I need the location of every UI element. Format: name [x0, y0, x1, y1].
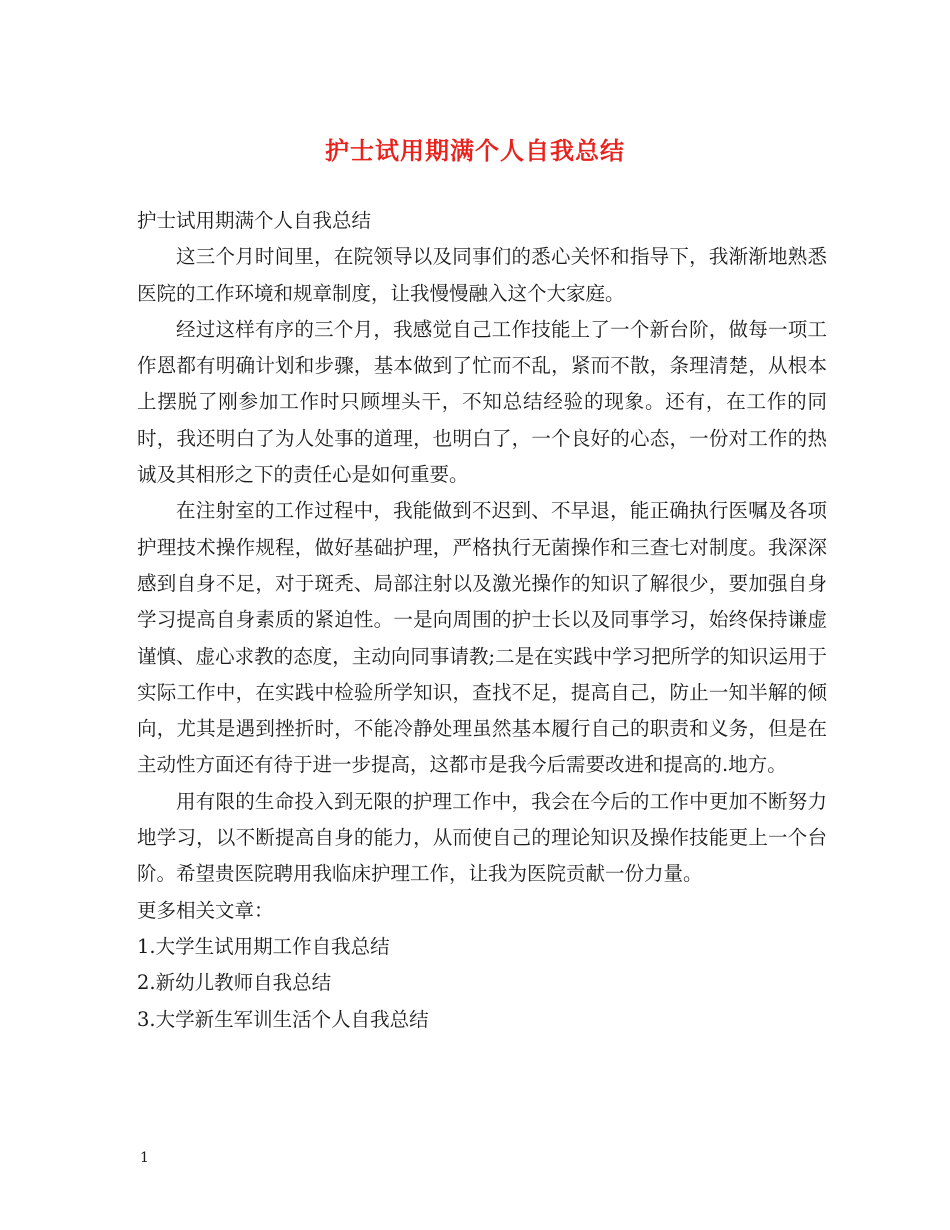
paragraph-2: 经过这样有序的三个月，我感觉自己工作技能上了一个新台阶，做每一项工作恩都有明确计划和步骤，基本做到了忙而不乱，紧而不散，条理清楚，从根本上摆脱了刚参加工作时只顾埋头干，不知总结经验的现象。还有，在工作的同时，我还明白了为人处事的道理，也明白了，一个良好的心态，一份对工作的热诚及其相形之下的责任心是如何重要。 — [137, 317, 827, 487]
related-article-link[interactable]: 1.大学生试用期工作自我总结 — [137, 934, 390, 958]
paragraph-4: 用有限的生命投入到无限的护理工作中，我会在今后的工作中更加不断努力地学习，以不断提高自身的能力，从而使自己的理论知识及操作技能更上一个台阶。希望贵医院聘用我临床护理工作，让我为医院贡献一份力量。 — [137, 789, 827, 886]
page-number: 1 — [140, 1150, 149, 1166]
related-heading: 更多相关文章： — [137, 898, 274, 922]
document-title: 护士试用期满个人自我总结 — [325, 136, 625, 165]
paragraph-1: 这三个月时间里，在院领导以及同事们的悉心关怀和指导下，我渐渐地熟悉医院的工作环境和规章制度，让我慢慢融入这个大家庭。 — [137, 245, 827, 305]
document-body — [137, 203, 827, 1038]
related-articles-list — [137, 929, 827, 1038]
paragraph-3: 在注射室的工作过程中，我能做到不迟到、不早退，能正确执行医嘱及各项护理技术操作规程，做好基础护理，严格执行无菌操作和三查七对制度。我深深感到自身不足，对于斑秃、局部注射以及激光操作的知识了解很少，要加强自身学习提高自身素质的紧迫性。一是向周围的护士长以及同事学习，始终保持谦虚谨慎、虚心求教的态度，主动向同事请教;二是在实践中学习把所学的知识运用于实际工作中，在实践中检验所学知识，查找不足，提高自己，防止一知半解的倾向，尤其是遇到挫折时，不能冷静处理虽然基本履行自己的职责和义务，但是在主动性方面还有待于进一步提高，这都市是我今后需要改进和提高的.地方。 — [137, 499, 827, 777]
document-subtitle: 护士试用期满个人自我总结 — [137, 209, 372, 232]
related-article-link[interactable]: 3.大学新生军训生活个人自我总结 — [137, 1007, 429, 1031]
related-article-link[interactable]: 2.新幼儿教师自我总结 — [137, 971, 332, 995]
